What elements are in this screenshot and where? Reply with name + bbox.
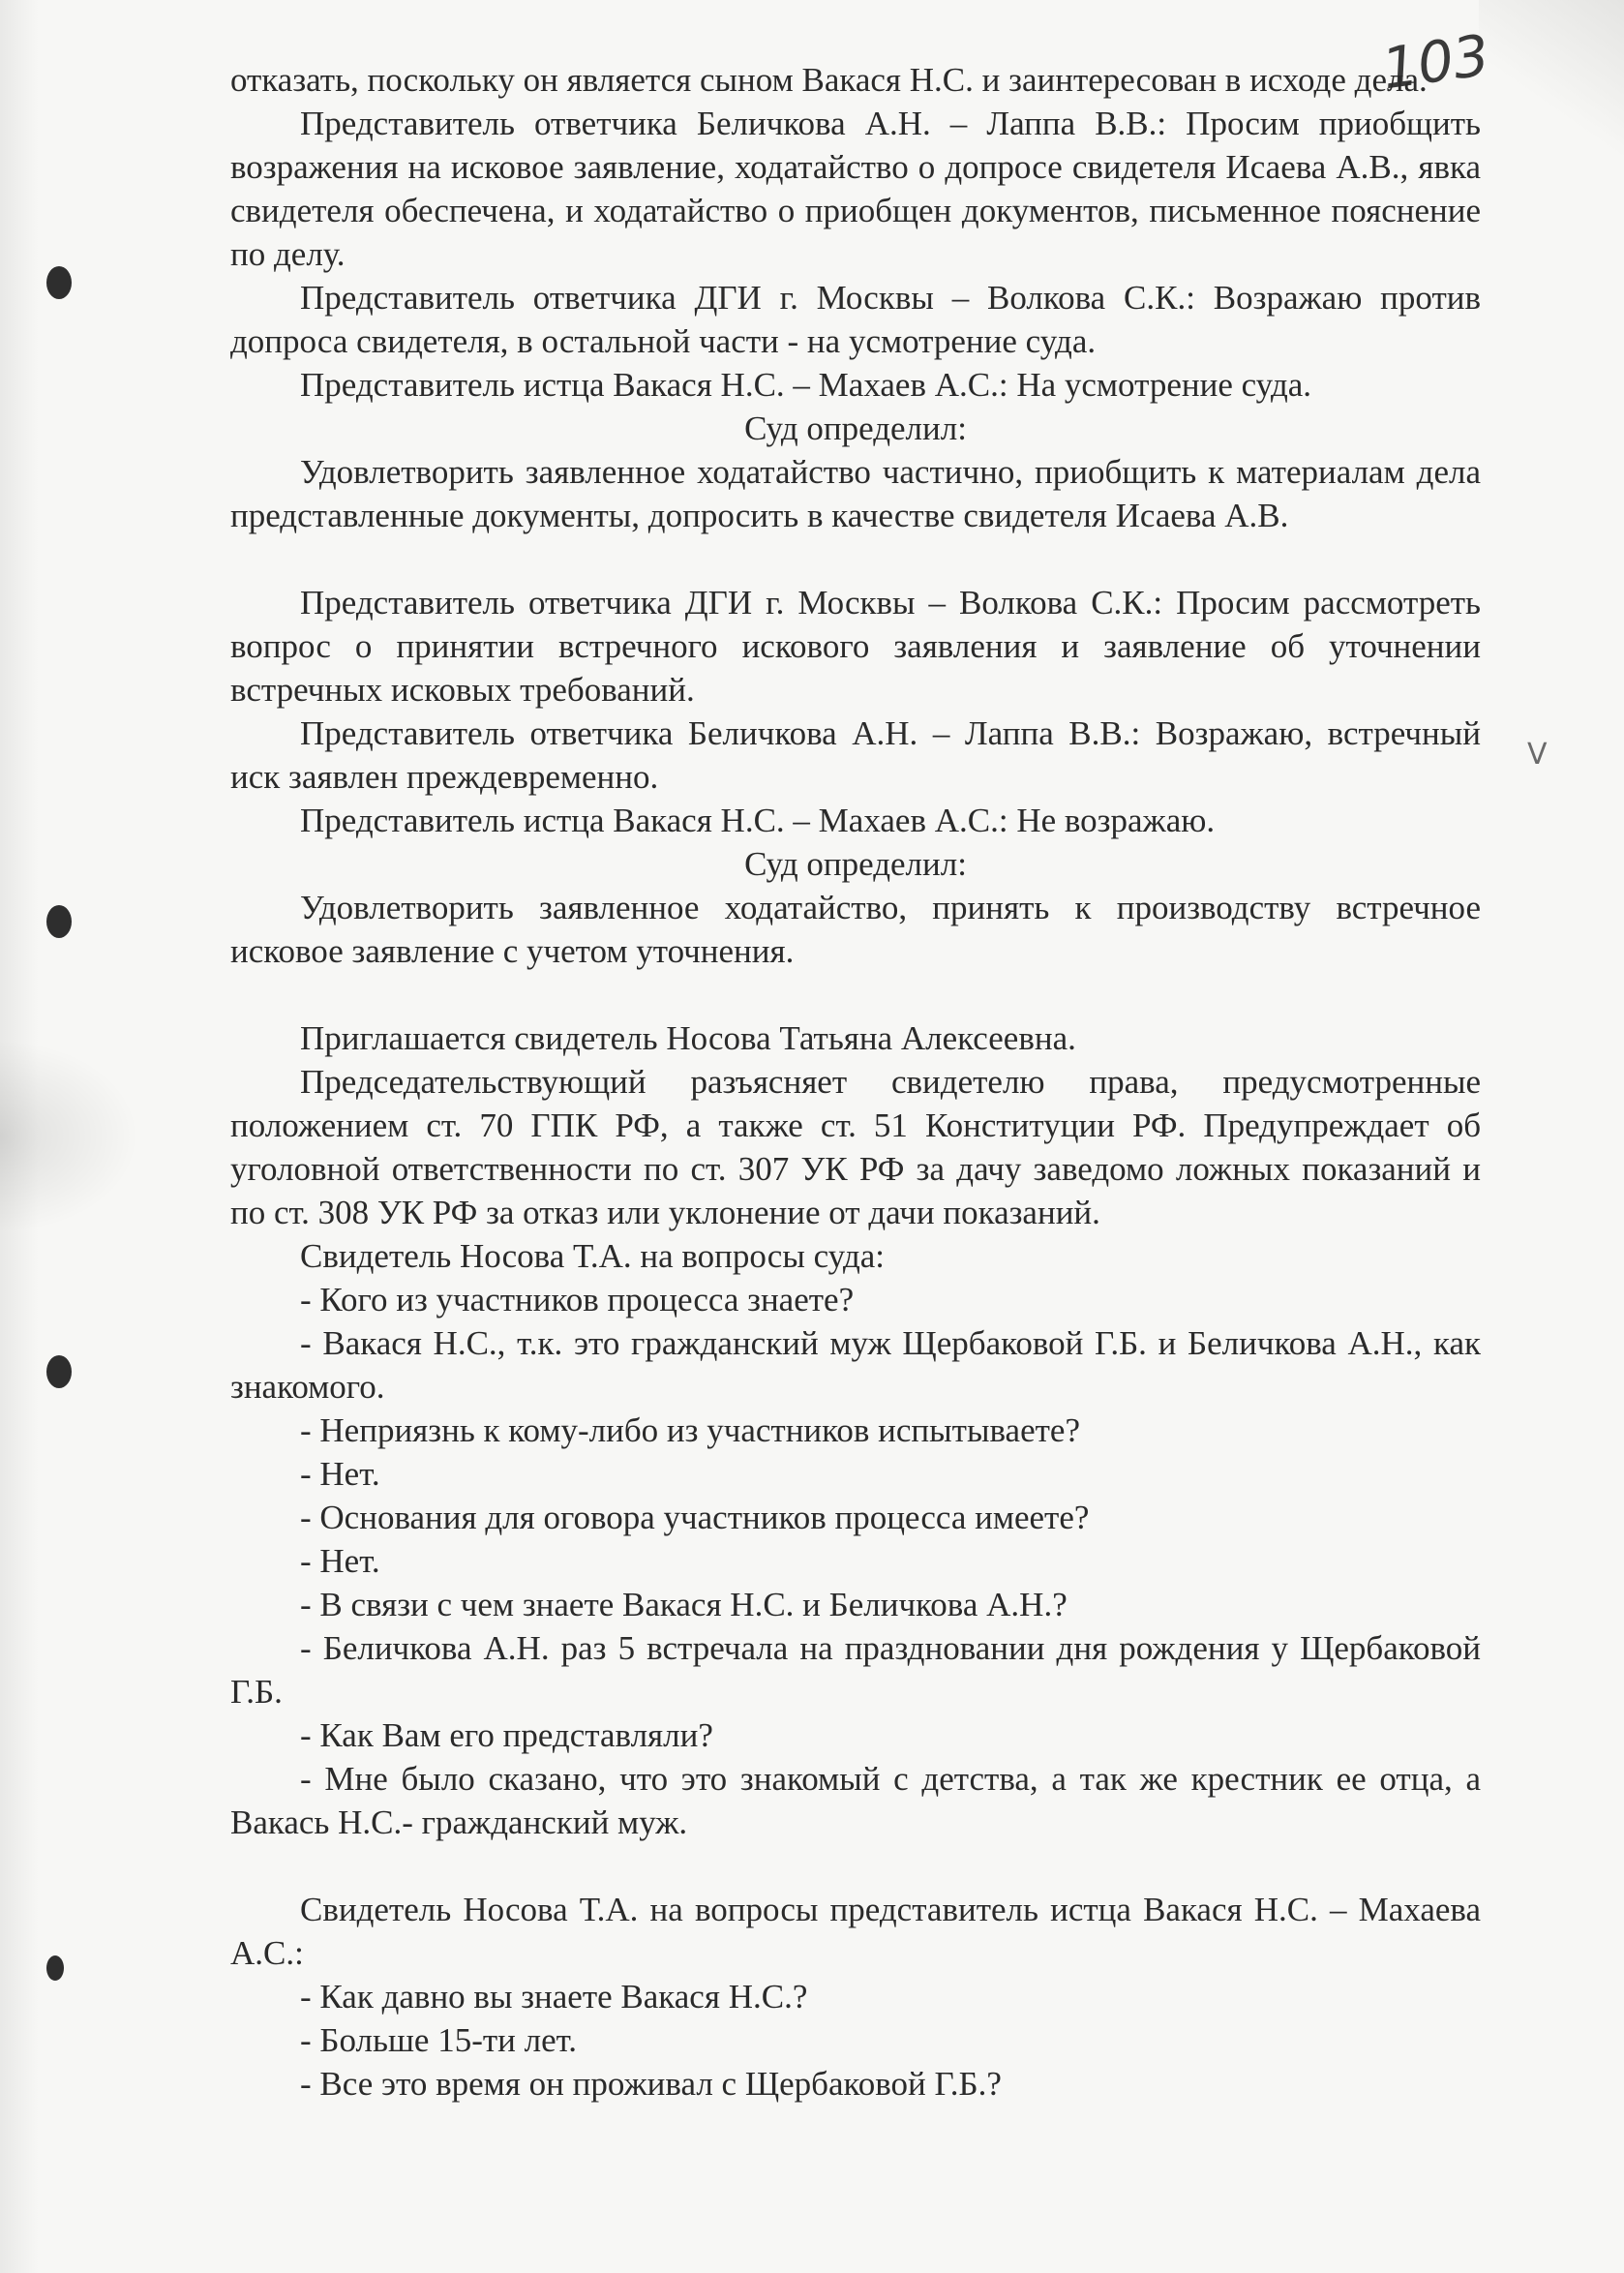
- dialogue-line: - Нет.: [300, 1542, 380, 1580]
- punch-hole: [46, 1355, 72, 1388]
- paragraph: Представитель истца Вакася Н.С. – Махаев А.С.: На усмотрение суда.: [300, 366, 1312, 404]
- paragraph: Представитель ответчика Беличкова А.Н. – Лаппа В.В.: Возражаю, встречный иск заявлен преждевременно.: [230, 714, 1481, 796]
- paragraph: отказать, поскольку он является сыном Вакася Н.С. и заинтересован в исходе дела.: [230, 61, 1428, 99]
- page-corner-shadow: [1479, 0, 1624, 252]
- dialogue-line: - Вакася Н.С., т.к. это гражданский муж Щербаковой Г.Б. и Беличкова А.Н., как знакомого.: [230, 1324, 1481, 1406]
- dialogue-line: - Беличкова А.Н. раз 5 встречала на праздновании дня рождения у Щербаковой Г.Б.: [230, 1629, 1481, 1711]
- paragraph: Удовлетворить заявленное ходатайство частично, приобщить к материалам дела представленные документы, допросить в качестве свидетеля Исаева А.В.: [230, 453, 1481, 534]
- dialogue-line: - Кого из участников процесса знаете?: [300, 1281, 855, 1318]
- paragraph: Представитель ответчика ДГИ г. Москвы – Волкова С.К.: Возражаю против допроса свидетеля, в остальной части - на усмотрение суда.: [230, 279, 1481, 360]
- spacer: [230, 1844, 1481, 1888]
- dialogue-line: - Больше 15-ти лет.: [300, 2021, 578, 2059]
- punch-hole: [46, 266, 72, 299]
- paragraph: Удовлетворить заявленное ходатайство, принять к производству встречное исковое заявление с учетом уточнения.: [230, 889, 1481, 970]
- paragraph: Свидетель Носова Т.А. на вопросы представитель истца Вакася Н.С. – Махаева А.С.:: [230, 1891, 1481, 1972]
- margin-check-mark: V: [1527, 738, 1548, 772]
- dialogue-line: - Как Вам его представляли?: [300, 1716, 713, 1754]
- court-ruling-heading: Суд определил:: [744, 409, 967, 447]
- dialogue-line: - В связи с чем знаете Вакася Н.С. и Беличкова А.Н.?: [300, 1586, 1068, 1623]
- dialogue-line: - Основания для оговора участников процесса имеете?: [300, 1499, 1090, 1536]
- paragraph: Свидетель Носова Т.А. на вопросы суда:: [300, 1237, 886, 1275]
- punch-hole: [46, 1955, 64, 1981]
- dialogue-line: - Как давно вы знаете Вакася Н.С.?: [300, 1978, 808, 2015]
- punch-hole: [46, 905, 72, 938]
- handwritten-page-number: 103: [1377, 21, 1493, 103]
- dialogue-line: - Неприязнь к кому-либо из участников испытываете?: [300, 1411, 1080, 1449]
- spacer: [230, 537, 1481, 581]
- paragraph: Приглашается свидетель Носова Татьяна Алексеевна.: [300, 1019, 1076, 1057]
- court-ruling-heading: Суд определил:: [744, 845, 967, 883]
- paragraph: Председательствующий разъясняет свидетелю права, предусмотренные положением ст. 70 ГПК РФ, а также ст. 51 Конституции РФ. Предупреждает об уголовной ответственности по ст. 307 УК РФ за дачу заведомо ложных показаний и по ст. 308 УК РФ за отказ или уклонение от дачи показаний.: [230, 1063, 1481, 1231]
- spacer: [230, 973, 1481, 1016]
- paragraph: Представитель истца Вакася Н.С. – Махаев А.С.: Не возражаю.: [300, 802, 1216, 839]
- dialogue-line: - Все это время он проживал с Щербаковой Г.Б.?: [300, 2065, 1002, 2103]
- dialogue-line: - Мне было сказано, что это знакомый с детства, а так же крестник ее отца, а Вакась Н.С.- гражданский муж.: [230, 1760, 1481, 1841]
- dialogue-line: - Нет.: [300, 1455, 380, 1493]
- paragraph: Представитель ответчика Беличкова А.Н. – Лаппа В.В.: Просим приобщить возражения на исковое заявление, ходатайство о допросе свидетеля Исаева А.В., явка свидетеля обеспечена, и ходатайство о приобщен документов, письменное пояснение по делу.: [230, 105, 1481, 273]
- document-body: [230, 58, 1481, 2106]
- paragraph: Представитель ответчика ДГИ г. Москвы – Волкова С.К.: Просим рассмотреть вопрос о принятии встречного искового заявления и заявление об уточнении встречных исковых требований.: [230, 584, 1481, 709]
